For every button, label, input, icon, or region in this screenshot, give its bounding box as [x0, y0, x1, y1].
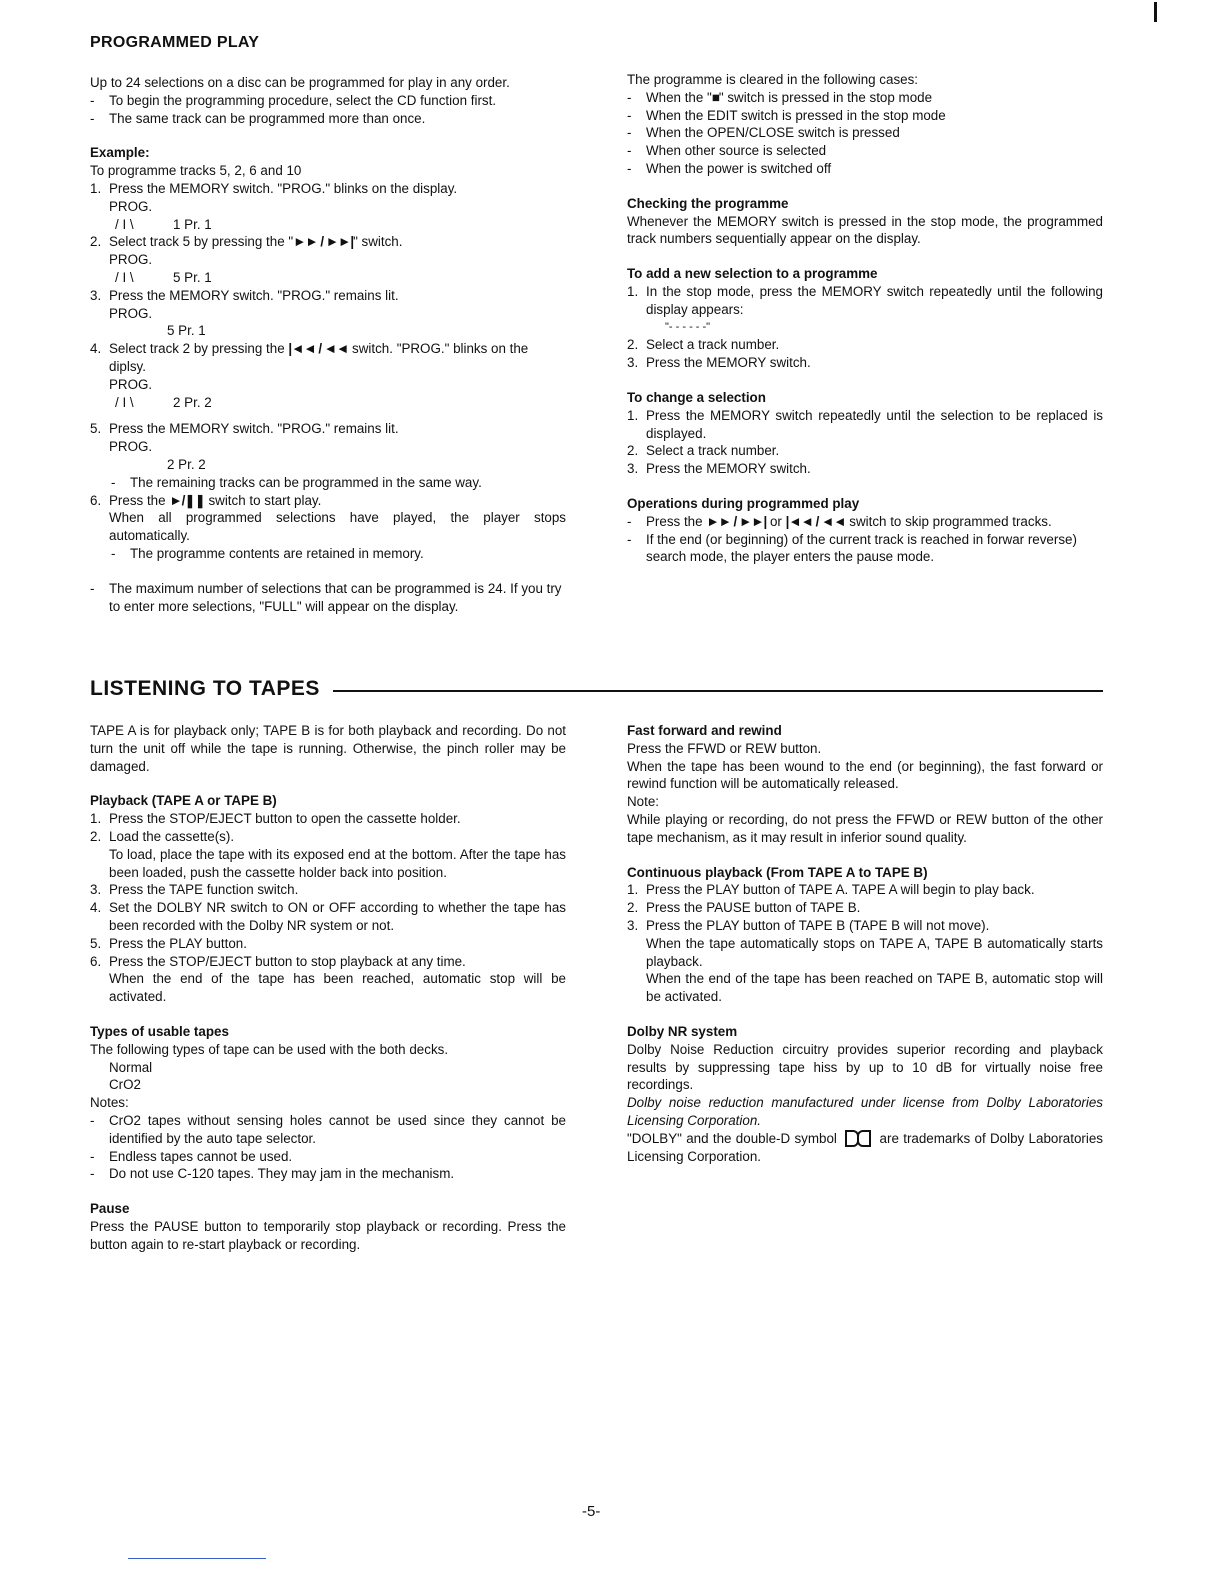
step-5: 5. Press the MEMORY switch. "PROG." remains lit.: [90, 421, 399, 437]
playback-step: 1. Press the STOP/EJECT button to open the cassette holder.: [90, 811, 461, 827]
continuous-detail: When the tape automatically stops on TAPE A, TAPE B automatically starts playback.: [646, 935, 1103, 969]
change-step: 2. Select a track number.: [627, 443, 780, 459]
step-6-detail: When all programmed selections have played, the player stops automatically.: [109, 510, 566, 544]
intro-bullet: - To begin the programming procedure, select the CD function first.: [90, 92, 566, 110]
programmed-play-left-column: [90, 74, 566, 615]
section-title-listening-to-tapes: LISTENING TO TAPES: [90, 677, 320, 700]
playback-step-detail: When the end of the tape has been reached, automatic stop will be activated.: [109, 971, 566, 1005]
play-pause-icon: ►/❚❚: [169, 492, 205, 508]
fast-forward-skip-icon: ►► / ►►|: [706, 513, 767, 529]
example-heading: Example:: [90, 145, 150, 161]
dolby-heading: Dolby NR system: [627, 1023, 738, 1039]
step-2: 2. Select track 5 by pressing the "►► / ►►|" switch.: [90, 234, 403, 250]
cleared-case: - When the power is switched off: [627, 160, 1103, 178]
prog-indicator: PROG.: [109, 252, 153, 268]
rewind-skip-icon: |◄◄ / ◄◄: [785, 513, 846, 529]
ffwd-heading: Fast forward and rewind: [627, 723, 782, 738]
playback-step-detail: To load, place the tape with its exposed end at the bottom. After the tape has been loaded, push the cassette holder back into position.: [109, 846, 566, 880]
step-4: 4. Select track 2 by pressing the |◄◄ / ◄◄ switch. "PROG." blinks on the diplsy.: [90, 341, 529, 374]
step-5-note: - The remaining tracks can be programmed in the same way.: [90, 474, 566, 492]
pause-heading: Pause: [90, 1201, 130, 1217]
change-step: 3. Press the MEMORY switch.: [627, 461, 811, 477]
tape-note: - Do not use C-120 tapes. They may jam in the mechanism.: [90, 1165, 566, 1183]
add-new-display: "- - - - - -": [665, 320, 711, 333]
playback-heading: Playback (TAPE A or TAPE B): [90, 793, 277, 809]
add-new-step: 2. Select a track number.: [627, 337, 780, 353]
prog-indicator: PROG.: [109, 198, 153, 214]
example-intro: To programme tracks 5, 2, 6 and 10: [90, 163, 302, 179]
page-number: -5-: [582, 1503, 601, 1520]
intro-bullet: - The same track can be programmed more than once.: [90, 110, 566, 128]
continuous-detail: When the end of the tape has been reached on TAPE B, automatic stop will be activated.: [646, 971, 1103, 1005]
step-3: 3. Press the MEMORY switch. "PROG." remains lit.: [90, 287, 399, 303]
step-1: 1. Press the MEMORY switch. "PROG." blinks on the display.: [90, 180, 458, 196]
rewind-skip-icon: |◄◄ / ◄◄: [288, 341, 349, 357]
tape-note: - Endless tapes cannot be used.: [90, 1148, 566, 1166]
checking-heading: Checking the programme: [627, 195, 789, 211]
dolby-trademark: "DOLBY" and the double-D symbol are trademarks of Dolby Laboratories Licensing Corporation.: [627, 1130, 1103, 1164]
add-new-heading: To add a new selection to a programme: [627, 266, 878, 282]
prog-indicator: PROG.: [109, 305, 153, 321]
scan-edge-mark: [1154, 2, 1157, 22]
step-6: 6. Press the ►/❚❚ switch to start play.: [90, 492, 322, 508]
change-step: 1. Press the MEMORY switch repeatedly until the selection to be replaced is displayed.: [627, 407, 1103, 441]
add-new-step: 3. Press the MEMORY switch.: [627, 355, 811, 371]
display-readout: / I \ 2 Pr. 2: [115, 394, 212, 410]
tape-type: CrO2: [109, 1077, 141, 1093]
playback-step: 2. Load the cassette(s).: [90, 828, 235, 844]
prog-indicator: PROG.: [109, 439, 153, 455]
max-selections-note: - The maximum number of selections that can be programmed is 24. If you try to enter more selections, "FULL" will appear on the display.: [90, 580, 566, 616]
fast-forward-skip-icon: ►► / ►►|: [293, 234, 354, 250]
prog-indicator: PROG.: [109, 376, 153, 392]
display-readout: 5 Pr. 1: [167, 323, 206, 339]
display-readout: / I \ 5 Pr. 1: [115, 269, 212, 285]
listening-right-column: [627, 722, 1103, 1165]
stop-icon: ■: [711, 89, 719, 105]
section-title-programmed-play: PROGRAMMED PLAY: [90, 34, 260, 51]
pause-text: Press the PAUSE button to temporarily stop playback or recording. Press the button again to re-start playback or recording.: [90, 1218, 566, 1252]
continuous-step: 1. Press the PLAY button of TAPE A. TAPE A will begin to play back.: [627, 882, 1035, 898]
footer-rule: [128, 1558, 266, 1559]
dolby-text: Dolby Noise Reduction circuitry provides superior recording and playback results by suppressing tape hiss by up to 10 dB for virtually noise free recordings.: [627, 1041, 1103, 1093]
checking-text: Whenever the MEMORY switch is pressed in the stop mode, the programmed track numbers sequentially appear on the display.: [627, 213, 1103, 247]
operations-bullet: - If the end (or beginning) of the current track is reached in forwar reverse) search mode, the player enters the pause mode.: [627, 531, 1103, 567]
cleared-case: - When the OPEN/CLOSE switch is pressed: [627, 124, 1103, 142]
change-heading: To change a selection: [627, 389, 766, 405]
types-text: The following types of tape can be used with the both decks.: [90, 1041, 449, 1057]
listening-intro: TAPE A is for playback only; TAPE B is for both playback and recording. Do not turn the unit off while the tape is running. Otherwise, the pinch roller may be damaged.: [90, 723, 566, 774]
notes-label: Notes:: [90, 1095, 129, 1111]
ffwd-text-2: When the tape has been wound to the end (or beginning), the fast forward or rewind function will be automatically released.: [627, 758, 1103, 792]
dolby-double-d-icon: [845, 1130, 871, 1146]
operations-heading: Operations during programmed play: [627, 495, 860, 511]
ffwd-text: Press the FFWD or REW button.: [627, 740, 822, 756]
cleared-case: - When other source is selected: [627, 142, 1103, 160]
intro-text: Up to 24 selections on a disc can be programmed for play in any order.: [90, 75, 510, 90]
step-6-note: - The programme contents are retained in memory.: [90, 545, 566, 563]
tape-note: - CrO2 tapes without sensing holes cannot be used since they cannot be identified by the auto tape selector.: [90, 1112, 566, 1148]
continuous-step: 2. Press the PAUSE button of TAPE B.: [627, 900, 861, 916]
dolby-license: Dolby noise reduction manufactured under license from Dolby Laboratories Licensing Corporation.: [627, 1095, 1103, 1128]
section-rule: [333, 690, 1103, 692]
display-readout: / I \ 1 Pr. 1: [115, 216, 212, 232]
continuous-step: 3. Press the PLAY button of TAPE B (TAPE B will not move).: [627, 917, 990, 933]
playback-step: 4. Set the DOLBY NR switch to ON or OFF according to whether the tape has been recorded with the Dolby NR system or not.: [90, 900, 566, 933]
operations-bullet: - Press the ►► / ►►| or |◄◄ / ◄◄ switch to skip programmed tracks.: [627, 513, 1103, 531]
continuous-heading: Continuous playback (From TAPE A to TAPE B): [627, 864, 928, 880]
cleared-case: - When the EDIT switch is pressed in the stop mode: [627, 107, 1103, 125]
playback-step: 6. Press the STOP/EJECT button to stop playback at any time.: [90, 953, 466, 969]
playback-step: 3. Press the TAPE function switch.: [90, 882, 299, 898]
cleared-heading: The programme is cleared in the following cases:: [627, 72, 919, 87]
tape-type: Normal: [109, 1059, 153, 1075]
ffwd-note: While playing or recording, do not press the FFWD or REW button of the other tape mechanism, as it may result in inferior sound quality.: [627, 811, 1103, 845]
display-readout: 2 Pr. 2: [167, 456, 206, 472]
playback-step: 5. Press the PLAY button.: [90, 935, 247, 951]
listening-left-column: [90, 722, 566, 1254]
add-new-step: 1. In the stop mode, press the MEMORY switch repeatedly until the following display appears:: [627, 283, 1103, 317]
ffwd-note-label: Note:: [627, 794, 660, 810]
cleared-case: - When the "■" switch is pressed in the stop mode: [627, 89, 1103, 107]
programmed-play-right-column: [627, 71, 1103, 566]
types-heading: Types of usable tapes: [90, 1023, 229, 1039]
